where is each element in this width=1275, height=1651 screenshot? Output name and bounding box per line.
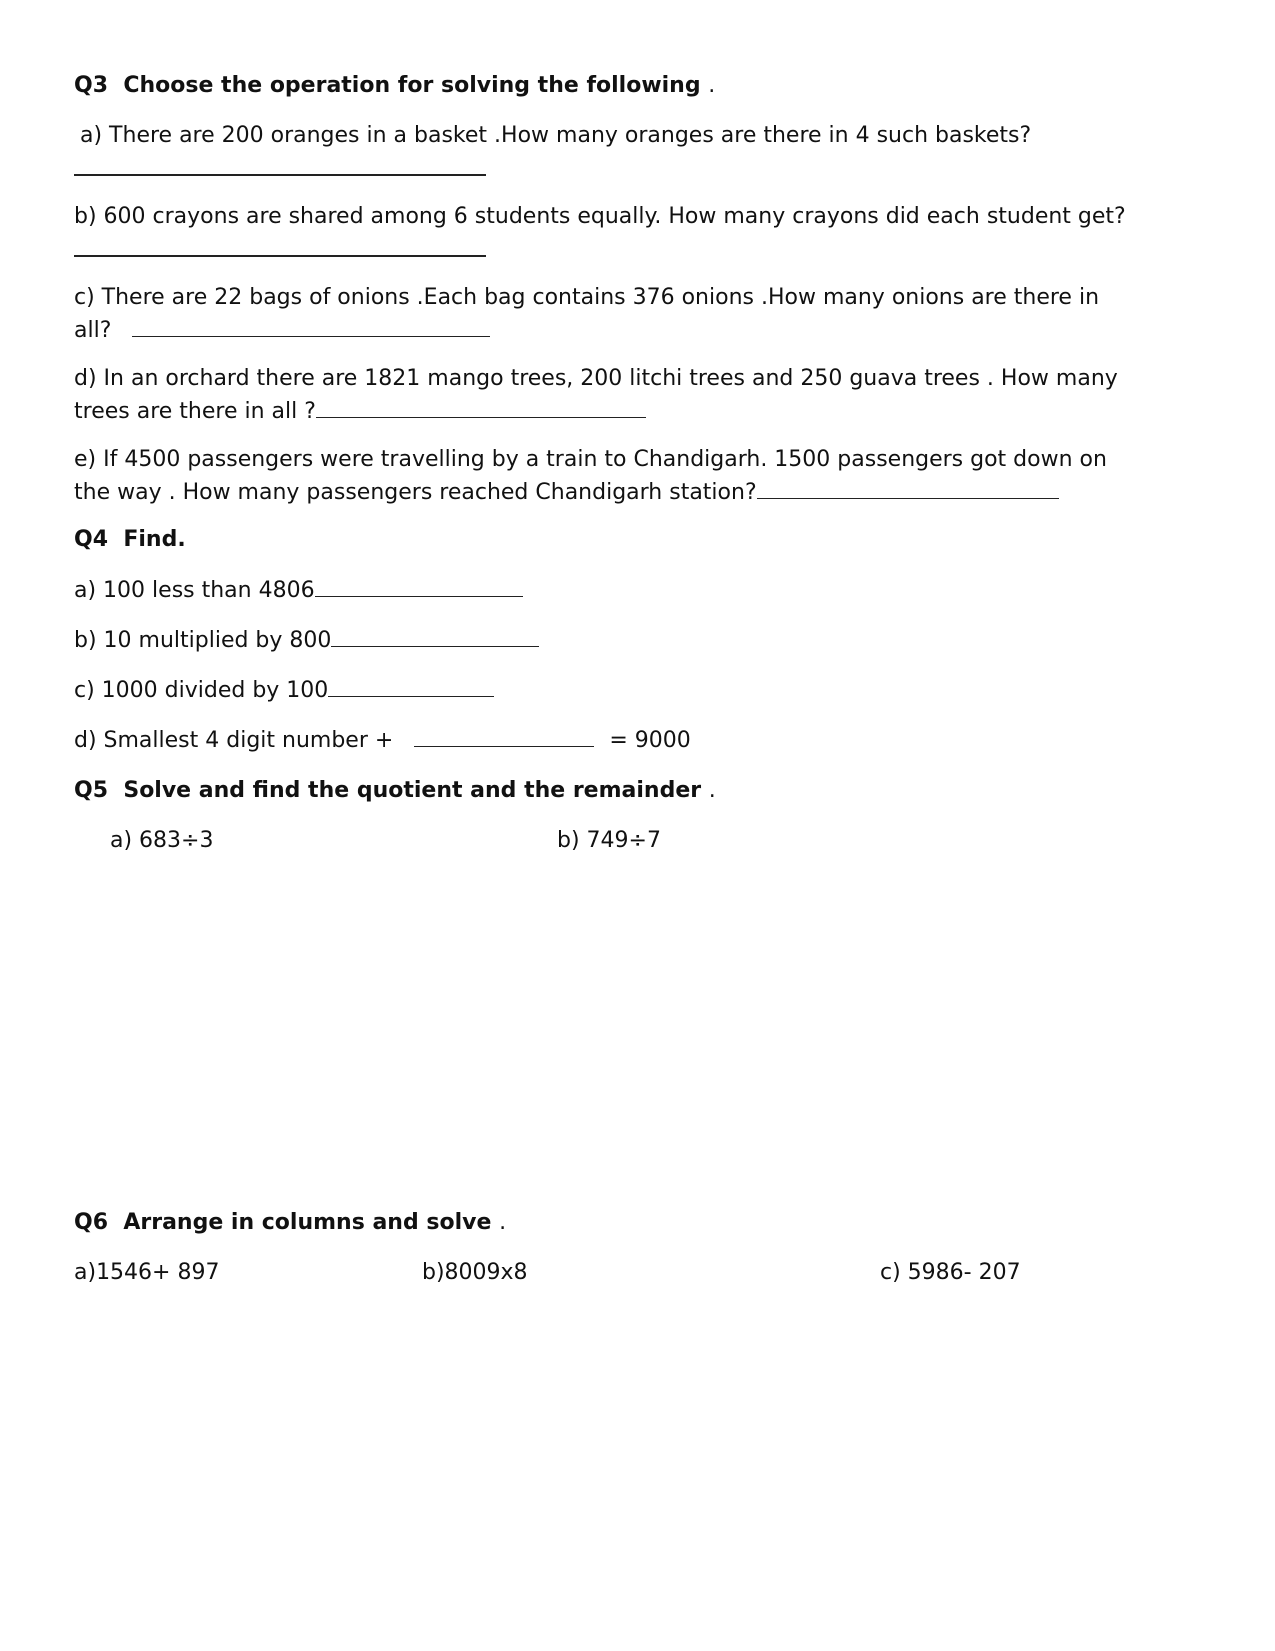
q3-item-d-line2: trees are there in all ? — [74, 399, 316, 424]
q4-item-a-answer-line[interactable] — [315, 574, 523, 597]
q3-item-c-line1: c) There are 22 bags of onions .Each bag contains 376 onions .How many onions are there in — [74, 285, 1100, 310]
q4-item-c — [74, 674, 1204, 707]
q4-item-a — [74, 574, 1204, 607]
q5-title: Solve and find the quotient and the remainder — [123, 778, 702, 803]
q3-item-e-answer-line[interactable] — [757, 476, 1059, 499]
q3-item-d-answer-line[interactable] — [316, 395, 646, 418]
q6-number: Q6 — [74, 1210, 109, 1235]
q3-item-e-line2-wrap — [74, 476, 1204, 509]
q4-item-d-answer-line[interactable] — [414, 724, 594, 747]
q3-heading — [74, 70, 1204, 102]
q3-item-d-line2-wrap — [74, 395, 1204, 428]
q4-item-d-text: d) Smallest 4 digit number + — [74, 728, 394, 753]
q3-item-e — [74, 444, 1204, 509]
q3-number: Q3 — [74, 73, 109, 98]
q3-item-d — [74, 363, 1204, 428]
q3-item-c-line2-wrap — [74, 314, 1204, 347]
q6-item-c: c) 5986- 207 — [880, 1260, 1021, 1285]
q3-item-e-line2: the way . How many passengers reached Chandigarh station? — [74, 480, 757, 505]
q4-item-b — [74, 624, 1204, 657]
q6-heading — [74, 1207, 1204, 1239]
q5-item-a: a) 683÷3 — [110, 828, 214, 853]
q4-item-b-text: b) 10 multiplied by 800 — [74, 628, 332, 653]
q4-item-c-text: c) 1000 divided by 100 — [74, 678, 329, 703]
q3-item-c-answer-line[interactable] — [132, 314, 490, 337]
q3-title: Choose the operation for solving the following — [123, 73, 701, 98]
q5-item-b: b) 749÷7 — [557, 828, 661, 853]
q3-item-b-text: b) 600 crayons are shared among 6 students equally. How many crayons did each student get? — [74, 204, 1126, 229]
q3-item-c-line2: all? — [74, 318, 112, 343]
q4-item-c-answer-line[interactable] — [328, 674, 494, 697]
q3-item-b-answer-line[interactable] — [74, 255, 486, 257]
q4-number: Q4 — [74, 527, 109, 552]
q3-item-a — [80, 120, 1210, 152]
q4-item-a-text: a) 100 less than 4806 — [74, 578, 315, 603]
q5-number: Q5 — [74, 778, 109, 803]
q6-item-b: b)8009x8 — [422, 1260, 528, 1285]
q3-item-e-line1: e) If 4500 passengers were travelling by a train to Chandigarh. 1500 passengers got down on — [74, 447, 1107, 472]
q3-item-d-line1: d) In an orchard there are 1821 mango trees, 200 litchi trees and 250 guava trees . How many — [74, 366, 1118, 391]
q3-item-b — [74, 201, 1204, 233]
q4-heading — [74, 524, 1204, 556]
q4-item-d — [74, 724, 1204, 757]
q3-end: . — [708, 73, 716, 98]
q4-item-b-answer-line[interactable] — [331, 624, 539, 647]
q3-item-c — [74, 282, 1204, 347]
q4-title: Find. — [123, 527, 186, 552]
q6-end: . — [499, 1210, 507, 1235]
q5-end: . — [708, 778, 716, 803]
q4-item-d-result: = 9000 — [609, 728, 691, 753]
q5-heading — [74, 775, 1204, 807]
q6-item-a: a)1546+ 897 — [74, 1260, 220, 1285]
q3-item-a-text: a) There are 200 oranges in a basket .How many oranges are there in 4 such baskets? — [80, 123, 1032, 148]
q6-title: Arrange in columns and solve — [123, 1210, 492, 1235]
q3-item-a-answer-line[interactable] — [74, 174, 486, 176]
